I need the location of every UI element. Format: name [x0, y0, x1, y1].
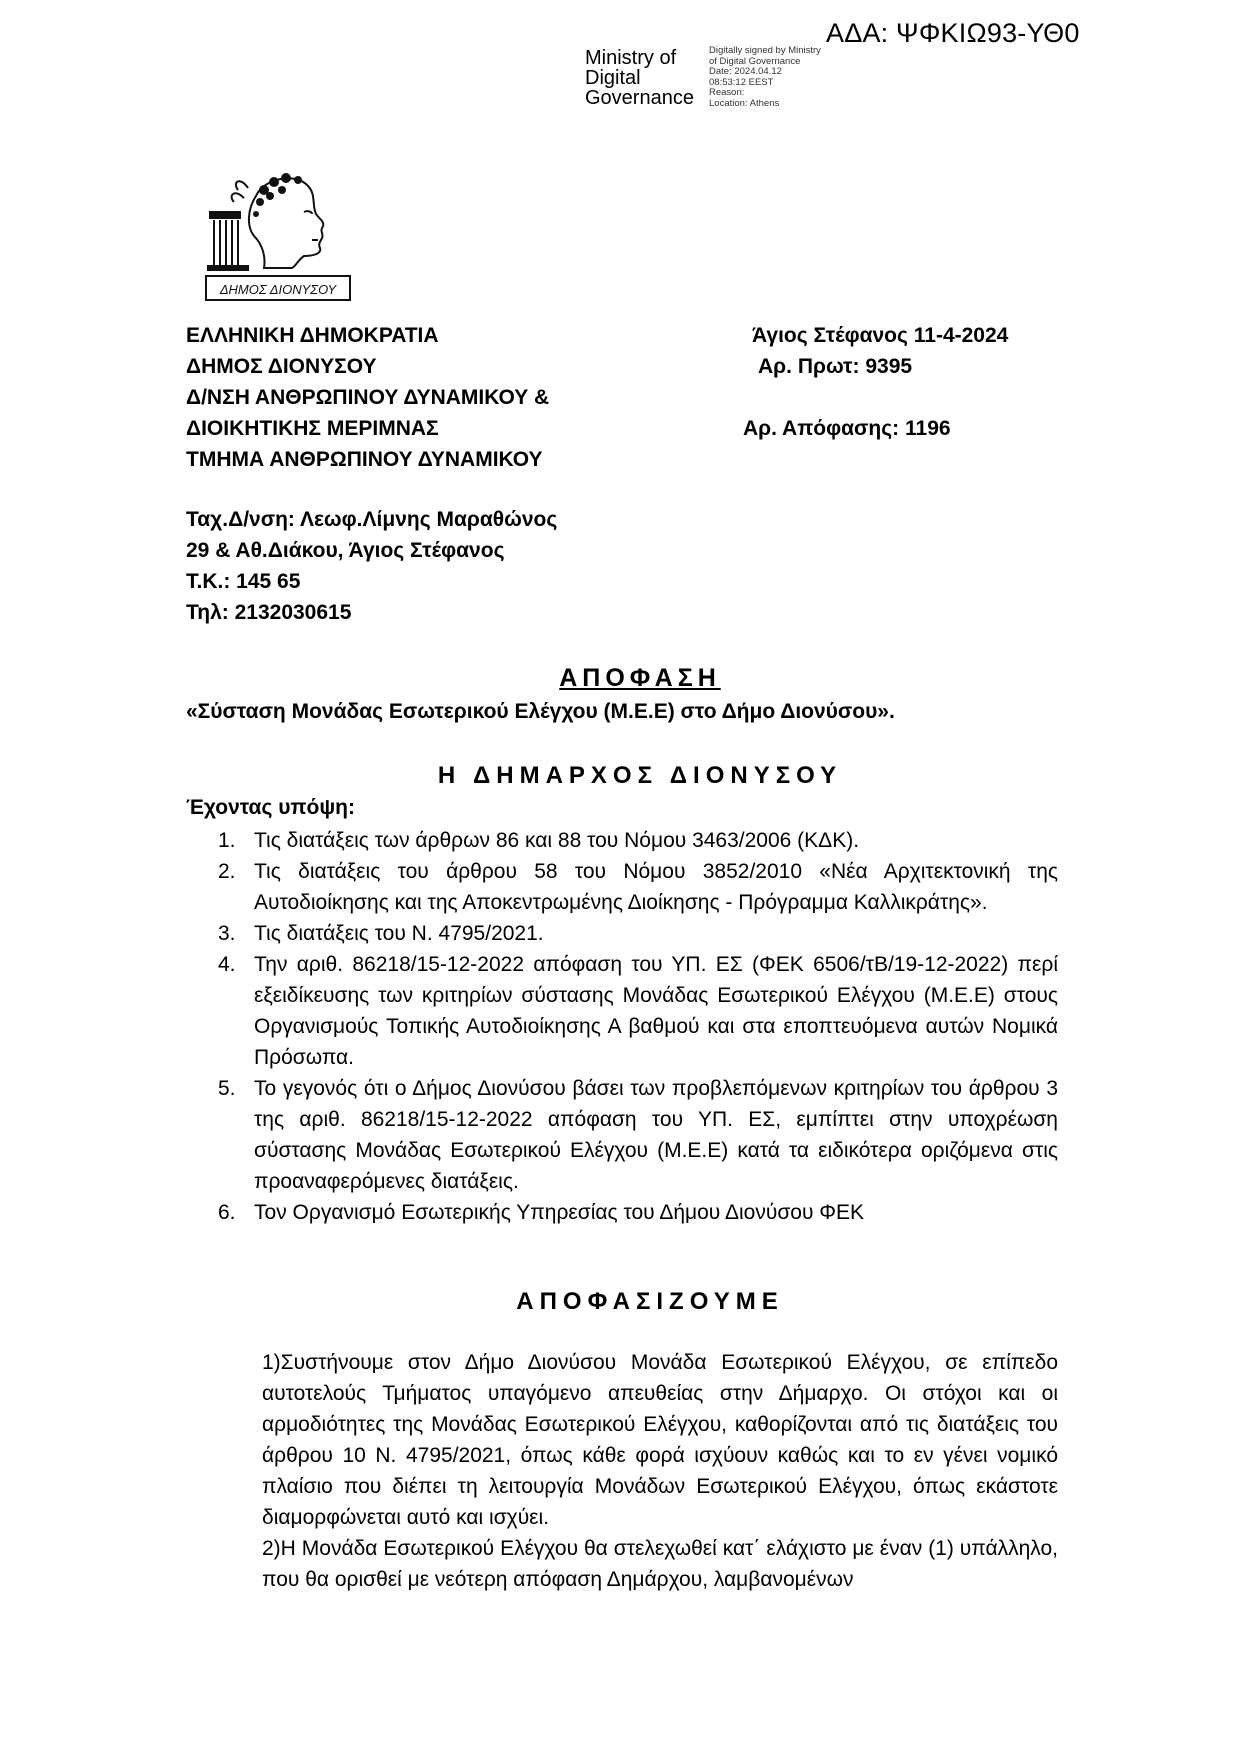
signature-detail-line: Digitally signed by Ministry	[709, 45, 821, 56]
list-item-number: 2.	[218, 860, 236, 883]
issuer-line: ΤΜΗΜΑ ΑΝΘΡΩΠΙΝΟΥ ΔΥΝΑΜΙΚΟΥ	[186, 448, 543, 471]
address-block	[186, 504, 557, 628]
municipality-logo	[204, 168, 352, 302]
issuer-line: Δ/ΝΣΗ ΑΝΘΡΩΠΙΝΟΥ ΔΥΝΑΜΙΚΟΥ &	[186, 386, 550, 409]
list-item-text: Τις διατάξεις του άρθρου 58 του Νόμου 3852/2010 «Νέα Αρχιτεκτονική της Αυτοδιοίκησης και της Αποκεντρωμένης Διοίκησης - Πρόγραμμα Καλλικράτης».	[254, 860, 1058, 914]
logo-caption: ΔΗΜΟΣ ΔΙΟΝΥΣΟΥ	[219, 282, 337, 297]
decision-paragraph: 1)Συστήνουμε στον Δήμο Διονύσου Μονάδα Εσωτερικού Ελέγχου, σε επίπεδο αυτοτελούς Τμήματος υπαγόμενο απευθείας στην Δήμαρχο. Οι στόχοι και οι αρμοδιότητες της Μονάδας Εσωτερικού Ελέγχου, καθορίζονται από τις διατάξεις του άρθρου 10 Ν. 4795/2021, όπως κάθε φορά ισχύουν καθώς και το εν γένει νομικό πλαίσιο που διέπει τη λειτουργία Μονάδων Εσωτερικού Ελέγχου, όπως εκάστοτε διαμορφώνεται αυτό και ισχύει.	[262, 1351, 1058, 1529]
list-item-text: Την αριθ. 86218/15-12-2022 απόφαση του ΥΠ. ΕΣ (ΦΕΚ 6506/τΒ/19-12-2022) περί εξειδίκευσης των κριτηρίων σύστασης Μονάδας Εσωτερικού Ελέγχου (Μ.Ε.Ε) στους Οργανισμούς Τοπικής Αυτοδιοίκησης Α βαθμού και στα εποπτευόμενα αυτών Νομικά Πρόσωπα.	[254, 953, 1058, 1069]
decision-body	[262, 1347, 1058, 1595]
issuer-line: ΕΛΛΗΝΙΚΗ ΔΗΜΟΚΡΑΤΙΑ	[186, 324, 439, 347]
address-line: Τηλ: 2132030615	[186, 601, 352, 624]
signature-name-line: Ministry of	[585, 47, 677, 69]
signature-details	[709, 46, 821, 109]
signature-detail-line: of Digital Governance	[709, 55, 801, 67]
decision-paragraph: 2)Η Μονάδα Εσωτερικού Ελέγχου θα στελεχωθεί κατ΄ ελάχιστο με έναν (1) υπάλληλο, που θα ορισθεί με νεότερη απόφαση Δημάρχου, λαμβανομένων	[262, 1537, 1058, 1591]
document-title: ΑΠΟΦΑΣΗ	[559, 664, 721, 692]
protocol-number: Αρ. Πρωτ: 9395	[758, 355, 913, 378]
list-item	[218, 1197, 1058, 1228]
signature-detail-line: Location: Athens	[709, 97, 780, 109]
document-subject: «Σύσταση Μονάδας Εσωτερικού Ελέγχου (Μ.Ε.Ε) στο Δήμο Διονύσου».	[186, 700, 895, 723]
address-line: Ταχ.Δ/νση: Λεωφ.Λίμνης Μαραθώνος	[186, 508, 558, 531]
list-item-text: Τις διατάξεις του Ν. 4795/2021.	[254, 922, 544, 945]
signature-name-line: Governance	[585, 87, 694, 109]
address-line: 29 & Αθ.Διάκου, Άγιος Στέφανος	[186, 539, 505, 562]
considering-heading: Έχοντας υπόψη:	[186, 796, 355, 819]
ada-code: ΑΔΑ: ΨΦΚΙΩ93-ΥΘ0	[826, 18, 1080, 48]
list-item-text: Τις διατάξεις των άρθρων 86 και 88 του Νόμου 3463/2006 (ΚΔΚ).	[254, 829, 860, 852]
list-item-number: 3.	[218, 922, 236, 945]
signature-signer-name	[585, 48, 694, 108]
list-item-number: 4.	[218, 953, 236, 976]
issuer-line: ΔΙΟΙΚΗΤΙΚΗΣ ΜΕΡΙΜΝΑΣ	[186, 417, 439, 440]
list-item	[218, 949, 1058, 1073]
list-item	[218, 856, 1058, 918]
decision-heading: ΑΠΟΦΑΣΙΖΟΥΜΕ	[516, 1288, 784, 1315]
list-item	[218, 918, 1058, 949]
considerations-list	[218, 825, 1058, 1228]
list-item-number: 6.	[218, 1201, 236, 1224]
issuer-block	[186, 320, 549, 475]
list-item	[218, 825, 1058, 856]
signature-detail-line: Date: 2024.04.12	[709, 66, 782, 77]
place-date: Άγιος Στέφανος 11-4-2024	[752, 324, 1009, 347]
list-item-number: 1.	[218, 829, 236, 852]
list-item-text: Τον Οργανισμό Εσωτερικής Υπηρεσίας του Δήμου Διονύσου ΦΕΚ	[254, 1201, 865, 1224]
authority-heading: Η ΔΗΜΑΡΧΟΣ ΔΙΟΝΥΣΟΥ	[437, 762, 843, 789]
list-item-text: Το γεγονός ότι ο Δήμος Διονύσου βάσει των προβλεπόμενων κριτηρίων του άρθρου 3 της αριθ. 86218/15-12-2022 απόφαση του ΥΠ. ΕΣ, εμπίπτει στην υποχρέωση σύστασης Μονάδας Εσωτερικού Ελέγχου (Μ.Ε.Ε) κατά τα ειδικότερα οριζόμενα στις προαναφερόμενες διατάξεις.	[254, 1077, 1058, 1193]
signature-detail-line: 08:53:12 EEST	[709, 76, 774, 88]
address-line: Τ.Κ.: 145 65	[186, 570, 301, 593]
decision-number: Αρ. Απόφασης: 1196	[743, 417, 951, 440]
list-item-number: 5.	[218, 1077, 236, 1100]
issuer-line: ΔΗΜΟΣ ΔΙΟΝΥΣΟΥ	[186, 355, 377, 378]
signature-name-line: Digital	[585, 67, 641, 89]
list-item	[218, 1073, 1058, 1197]
dionysos-head-icon	[204, 168, 352, 302]
signature-detail-line: Reason:	[709, 87, 745, 98]
